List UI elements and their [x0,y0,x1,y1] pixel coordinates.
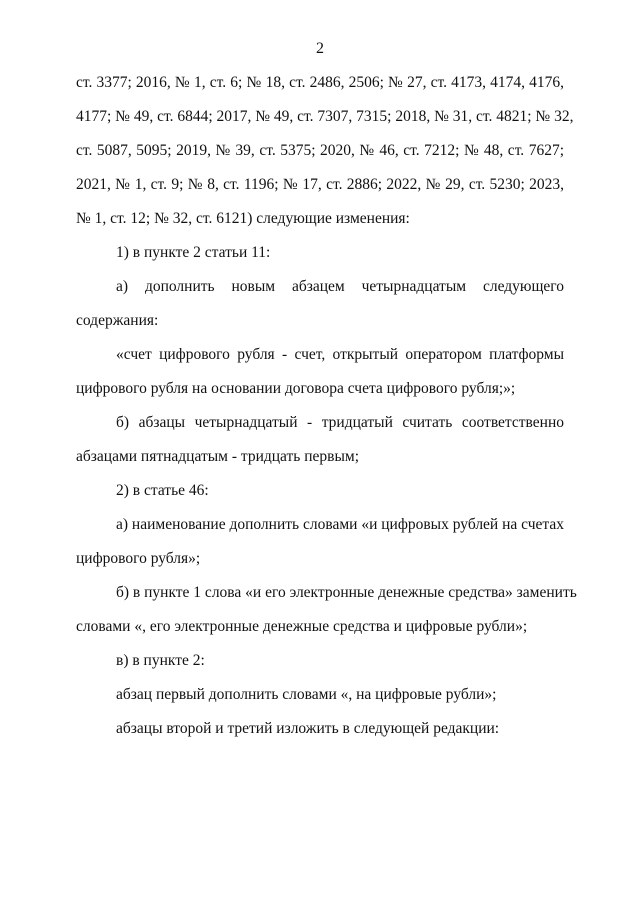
text-line: цифрового рубля на основании договора счета цифрового рубля;»; [76,380,516,397]
text-line: а) наименование дополнить словами «и цифровых рублей на счетах [116,516,564,533]
text-line: а) дополнить новым абзацем четырнадцатым следующего [116,278,564,295]
text-line: содержания: [76,312,159,329]
text-line: цифрового рубля»; [76,550,201,567]
text-line: 4177; № 49, ст. 6844; 2017, № 49, ст. 7307, 7315; 2018, № 31, ст. 4821; № 32, [76,108,574,125]
text-line: в) в пункте 2: [116,652,205,669]
text-line: ст. 5087, 5095; 2019, № 39, ст. 5375; 2020, № 46, ст. 7212; № 48, ст. 7627; [76,142,564,159]
document-body [76,66,577,746]
text-line: 2021, № 1, ст. 9; № 8, ст. 1196; № 17, ст. 2886; 2022, № 29, ст. 5230; 2023, [76,176,564,193]
text-line: словами «, его электронные денежные средства и цифровые рубли»; [76,618,528,635]
text-line: 2) в статье 46: [116,482,209,499]
text-line: ст. 3377; 2016, № 1, ст. 6; № 18, ст. 2486, 2506; № 27, ст. 4173, 4174, 4176, [76,74,564,91]
text-line: б) в пункте 1 слова «и его электронные денежные средства» заменить [116,584,577,601]
text-line: абзац первый дополнить словами «, на цифровые рубли»; [116,686,497,703]
text-line: абзацы второй и третий изложить в следующей редакции: [116,720,500,737]
text-line: б) абзацы четырнадцатый - тридцатый считать соответственно [116,414,564,431]
text-line: № 1, ст. 12; № 32, ст. 6121) следующие изменения: [76,210,410,227]
text-line: 1) в пункте 2 статьи 11: [116,244,271,261]
text-line: абзацами пятнадцатым - тридцать первым; [76,448,360,465]
text-line: «счет цифрового рубля - счет, открытый оператором платформы [116,346,564,363]
page-number: 2 [316,40,324,57]
